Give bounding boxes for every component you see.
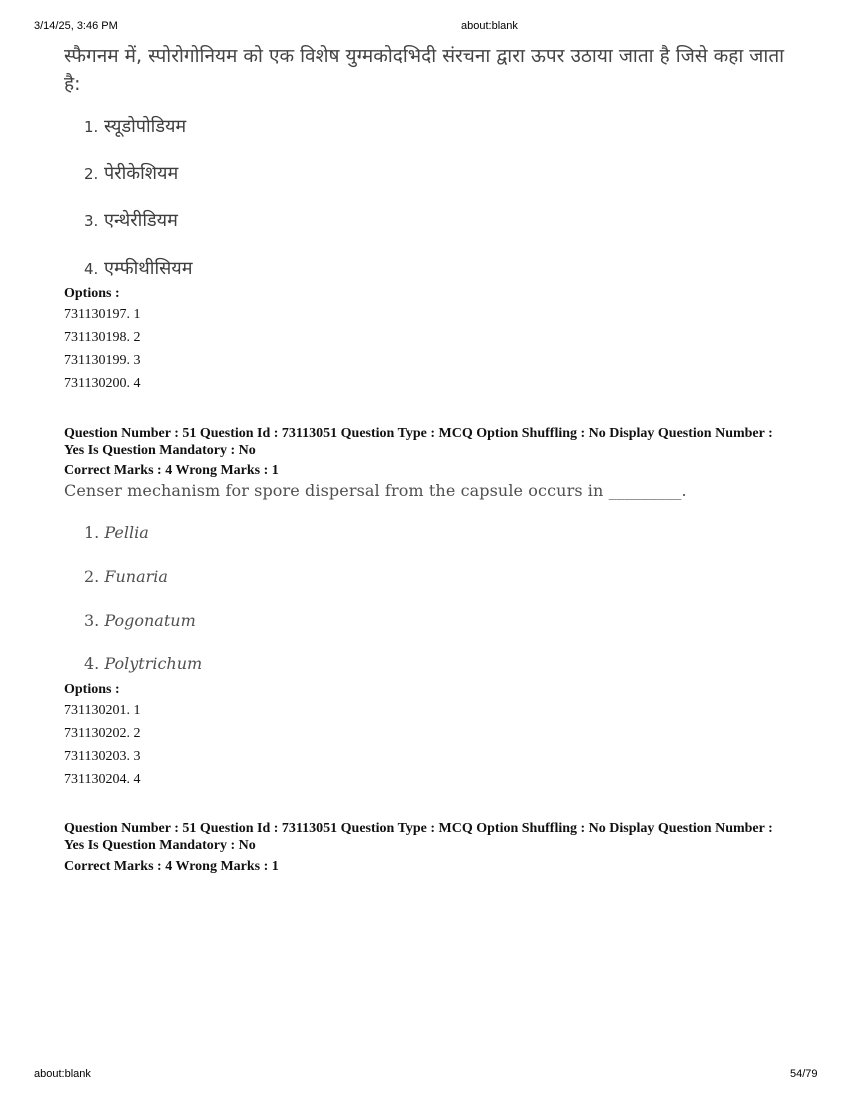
question-50-text: स्फैगनम में, स्पोरोगोनियम को एक विशेष युग्मकोदभिदी संरचना द्वारा ऊपर उठाया जाता है जिसे कहा जाता है:	[64, 45, 785, 95]
option-id: 731130198. 2	[64, 330, 141, 345]
print-footer-url: about:blank	[34, 1068, 91, 1080]
option-id: 731130199. 3	[64, 353, 141, 368]
option-id: 731130203. 3	[64, 749, 141, 764]
question-51-marks: Correct Marks : 4 Wrong Marks : 1	[64, 463, 279, 478]
option-number: 3.	[84, 212, 99, 230]
option-id: 731130200. 4	[64, 376, 141, 391]
question-51-option-4	[84, 654, 202, 673]
option-number: 4.	[84, 654, 100, 673]
option-text: एम्फीथीसियम	[104, 258, 193, 279]
option-id: 731130202. 2	[64, 726, 141, 741]
option-text: Polytrichum	[104, 654, 203, 673]
option-text: पेरीकेशियम	[104, 163, 179, 184]
question-50-option-3	[84, 208, 178, 232]
question-51-option-3	[84, 611, 196, 630]
option-text: एन्थेरीडियम	[104, 210, 178, 231]
print-page-title: about:blank	[461, 20, 518, 32]
option-text: Funaria	[104, 567, 168, 586]
question-51-meta-repeat: Question Number : 51 Question Id : 73113051 Question Type : MCQ Option Shuffling : No Display Question Number : Yes Is Question Mandatory : No	[64, 821, 773, 853]
print-datetime: 3/14/25, 3:46 PM	[34, 20, 118, 32]
options-label: Options :	[64, 682, 120, 697]
question-51-meta: Question Number : 51 Question Id : 73113051 Question Type : MCQ Option Shuffling : No Display Question Number : Yes Is Question Mandatory : No	[64, 426, 773, 458]
option-id: 731130204. 4	[64, 772, 141, 787]
print-page-number: 54/79	[790, 1068, 818, 1080]
option-id: 731130201. 1	[64, 703, 141, 718]
question-51-option-1	[84, 523, 149, 542]
option-number: 2.	[84, 567, 100, 586]
options-label: Options :	[64, 286, 120, 301]
option-text: Pellia	[104, 523, 149, 542]
question-50-option-2	[84, 161, 178, 185]
option-number: 1.	[84, 523, 100, 542]
option-number: 3.	[84, 611, 100, 630]
option-number: 1.	[84, 118, 99, 136]
question-51-marks-repeat: Correct Marks : 4 Wrong Marks : 1	[64, 859, 279, 874]
question-51-text: Censer mechanism for spore dispersal from the capsule occurs in _________.	[64, 481, 687, 500]
question-50-option-4	[84, 256, 193, 280]
question-51-option-2	[84, 567, 168, 586]
option-number: 4.	[84, 260, 99, 278]
option-id: 731130197. 1	[64, 307, 141, 322]
question-50-option-1	[84, 114, 186, 138]
option-text: स्यूडोपोडियम	[104, 116, 187, 137]
option-text: Pogonatum	[104, 611, 196, 630]
option-number: 2.	[84, 165, 99, 183]
